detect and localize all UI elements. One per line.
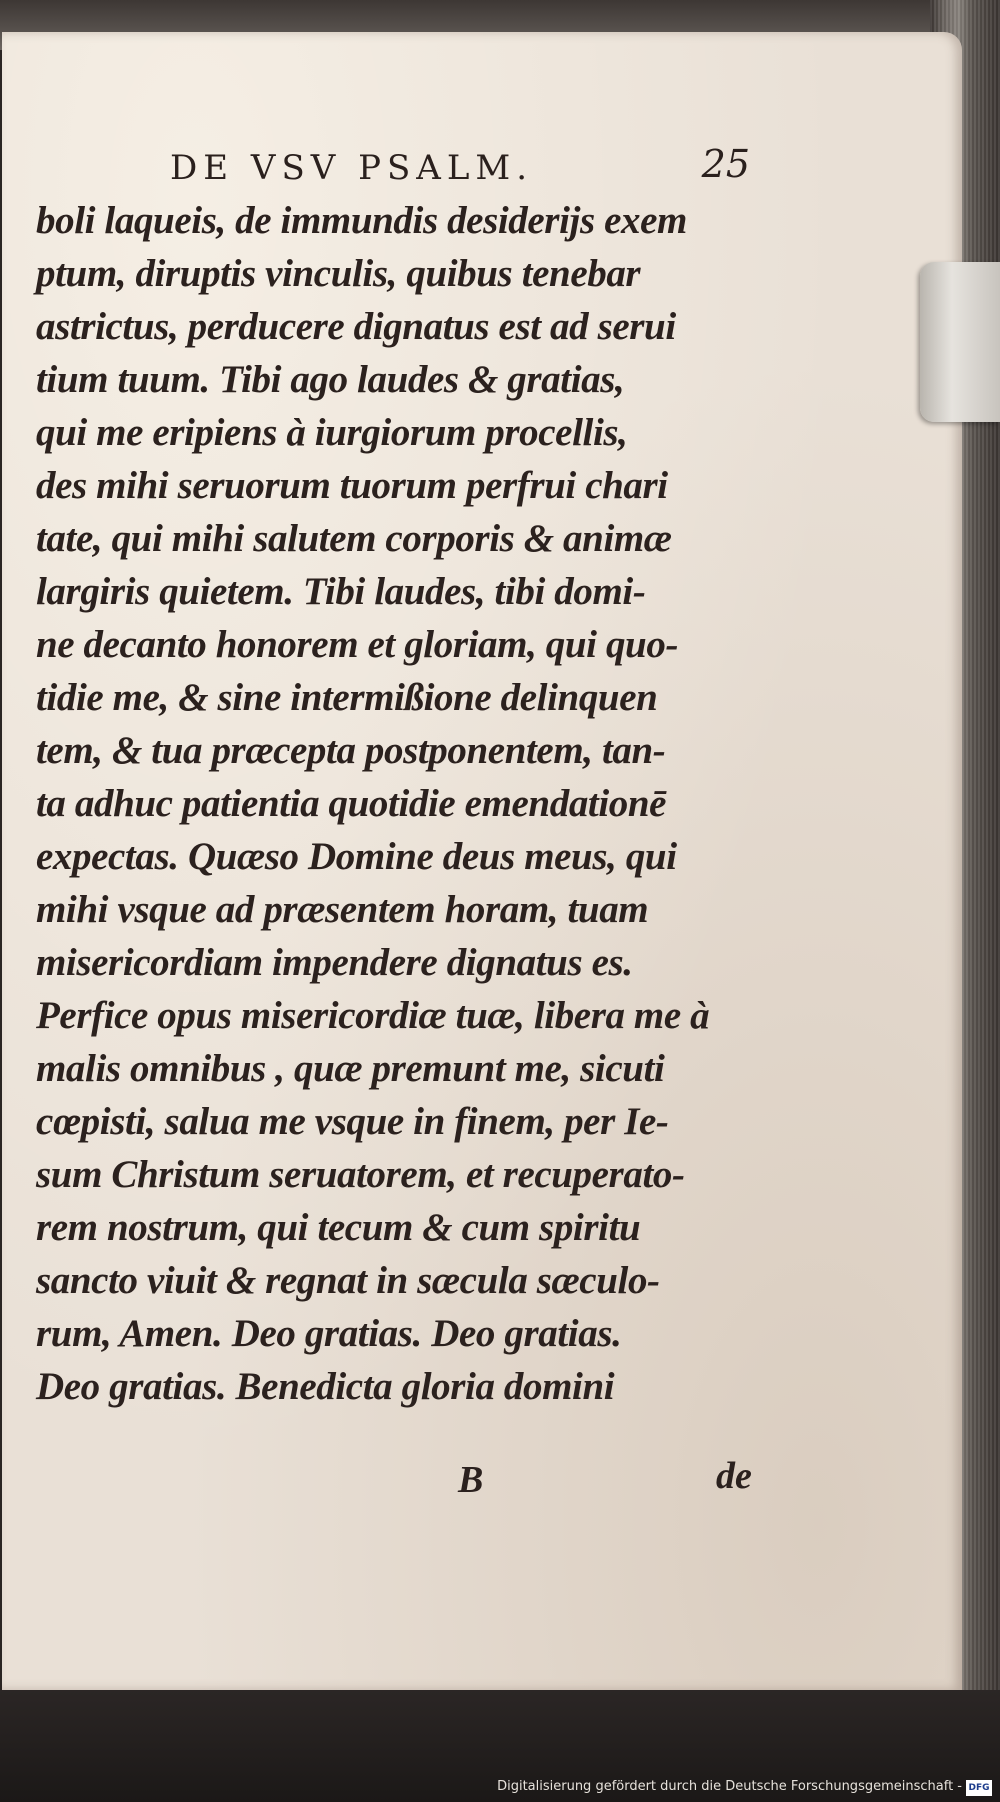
funding-credit: Digitalisierung gefördert durch die Deutsche Forschungsgemeinschaft - <box>497 1779 962 1794</box>
text-line: misericordiam impendere dignatus es. <box>36 941 633 984</box>
text-line: rum, Amen. Deo gratias. Deo gratias. <box>36 1312 622 1355</box>
text-line: boli laqueis, de immundis desiderijs exem <box>36 199 687 242</box>
text-line: Perfice opus misericordiæ tuæ, libera me à <box>36 994 710 1037</box>
text-line: tem, & tua præcepta postponentem, tan- <box>36 729 666 772</box>
text-line: des mihi seruorum tuorum perfrui chari <box>36 464 668 507</box>
text-line: tate, qui mihi salutem corporis & animæ <box>36 517 672 560</box>
text-line: qui me eripiens à iurgiorum procellis, <box>36 411 628 454</box>
text-line: ta adhuc patientia quotidie emendationē <box>36 782 667 825</box>
signature-mark: B <box>458 1459 484 1501</box>
text-line: expectas. Quæso Domine deus meus, qui <box>36 835 677 878</box>
catchword: de <box>716 1455 752 1497</box>
text-line: mihi vsque ad præsentem horam, tuam <box>36 888 649 931</box>
text-line: astrictus, perducere dignatus est ad serui <box>36 305 676 348</box>
text-line: sum Christum seruatorem, et recuperato- <box>36 1153 685 1196</box>
text-line: ptum, diruptis vinculis, quibus tenebar <box>36 252 641 295</box>
running-head: DE VSV PSALM. <box>170 148 534 188</box>
text-line: sancto viuit & regnat in sæcula sæculo- <box>36 1259 660 1302</box>
text-line: ne decanto honorem et gloriam, qui quo- <box>36 623 679 666</box>
text-line: tium tuum. Tibi ago laudes & gratias, <box>36 358 625 401</box>
page-header <box>170 142 750 200</box>
digitization-footer <box>0 1690 1000 1802</box>
text-line: Deo gratias. Benedicta gloria domini <box>36 1365 615 1408</box>
body-text <box>36 194 746 1413</box>
text-line: malis omnibus , quæ premunt me, sicuti <box>36 1047 665 1090</box>
text-line: cœpisti, salua me vsque in finem, per Ie- <box>36 1100 669 1143</box>
text-line: tidie me, & sine intermißione delinquen <box>36 676 658 719</box>
page-number: 25 <box>701 142 750 186</box>
bookmark-tab <box>920 262 1000 422</box>
text-line: largiris quietem. Tibi laudes, tibi domi- <box>36 570 646 613</box>
dfg-logo: DFG <box>966 1780 992 1796</box>
text-line: rem nostrum, qui tecum & cum spiritu <box>36 1206 641 1249</box>
